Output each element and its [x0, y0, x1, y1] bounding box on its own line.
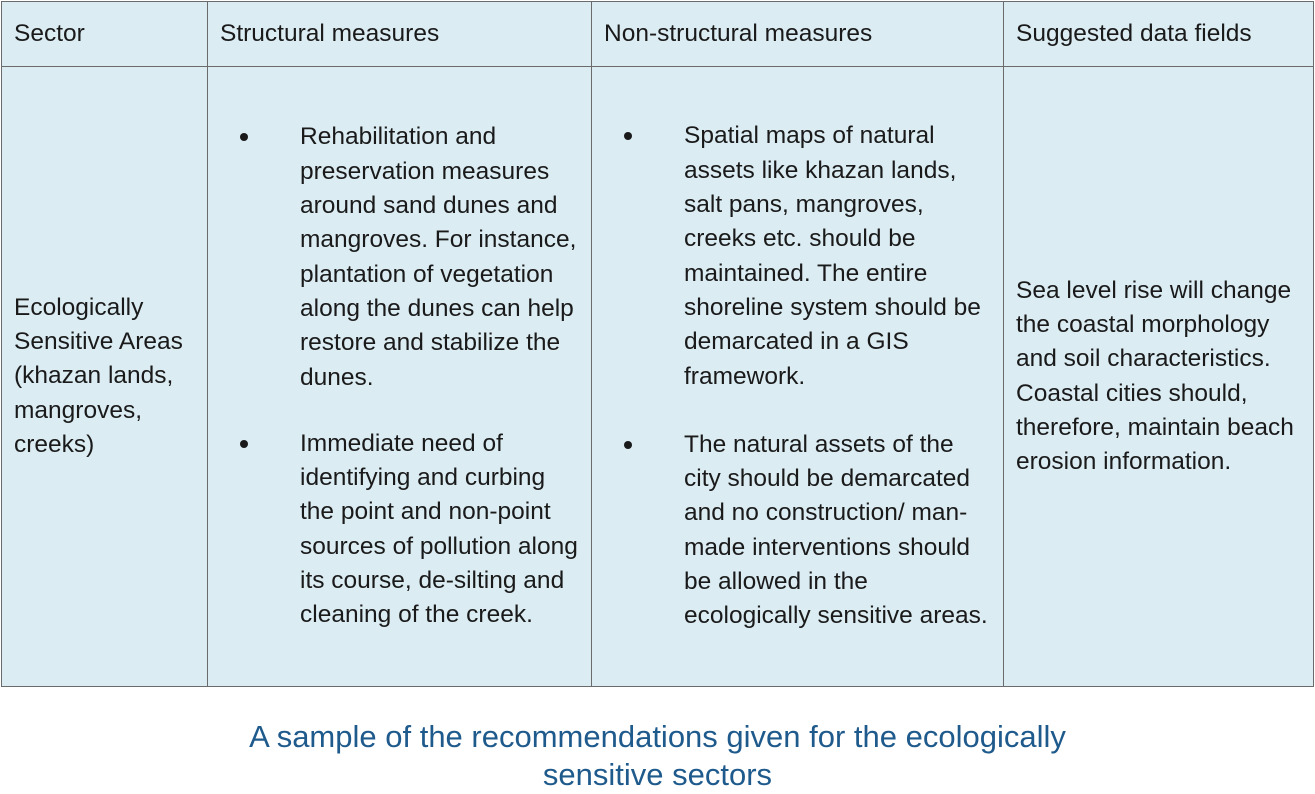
header-structural-measures: Structural measures: [208, 2, 592, 67]
sector-cell: Ecologically Sensitive Areas (khazan lands, mangroves, creeks): [2, 67, 208, 687]
bullet-icon: [240, 133, 248, 141]
suggested-data-fields-cell: Sea level rise will change the coastal morphology and soil characteristics. Coastal cities should, therefore, maintain beach erosion information.: [1004, 67, 1314, 687]
non-structural-measures-list: [604, 119, 991, 633]
table-row: [2, 67, 1314, 687]
header-suggested-data-fields: Suggested data fields: [1004, 2, 1314, 67]
list-item-text: The natural assets of the city should be demarcated and no construction/ man-made interventions should be allowed in the ecologically sensitive areas.: [684, 430, 988, 630]
header-sector: Sector: [2, 2, 208, 67]
list-item-text: Immediate need of identifying and curbing the point and non-point sources of pollution along its course, de-silting and cleaning of the creek.: [300, 429, 578, 629]
header-row: [2, 2, 1314, 67]
caption-line-1: A sample of the recommendations given for the ecologically: [249, 719, 1066, 754]
bullet-icon: [624, 441, 632, 449]
list-item: [604, 119, 991, 393]
bullet-icon: [624, 132, 632, 140]
structural-measures-list: [220, 120, 579, 632]
figure-caption: [0, 718, 1315, 794]
list-item-text: Spatial maps of natural assets like khazan lands, salt pans, mangroves, creeks etc. should be maintained. The entire shoreline system should be demarcated in a GIS framework.: [684, 122, 981, 390]
bullet-icon: [240, 440, 248, 448]
caption-line-2: sensitive sectors: [542, 757, 773, 792]
list-item: [220, 427, 579, 633]
list-item-text: Rehabilitation and preservation measures around sand dunes and mangroves. For instance, plantation of vegetation along the dunes can help restore and stabilize the dunes.: [300, 123, 577, 391]
list-item: [604, 428, 991, 634]
recommendations-table: [1, 1, 1314, 687]
list-item: [220, 120, 579, 394]
header-non-structural-measures: Non-structural measures: [592, 2, 1004, 67]
non-structural-measures-cell: [592, 67, 1004, 687]
structural-measures-cell: [208, 67, 592, 687]
